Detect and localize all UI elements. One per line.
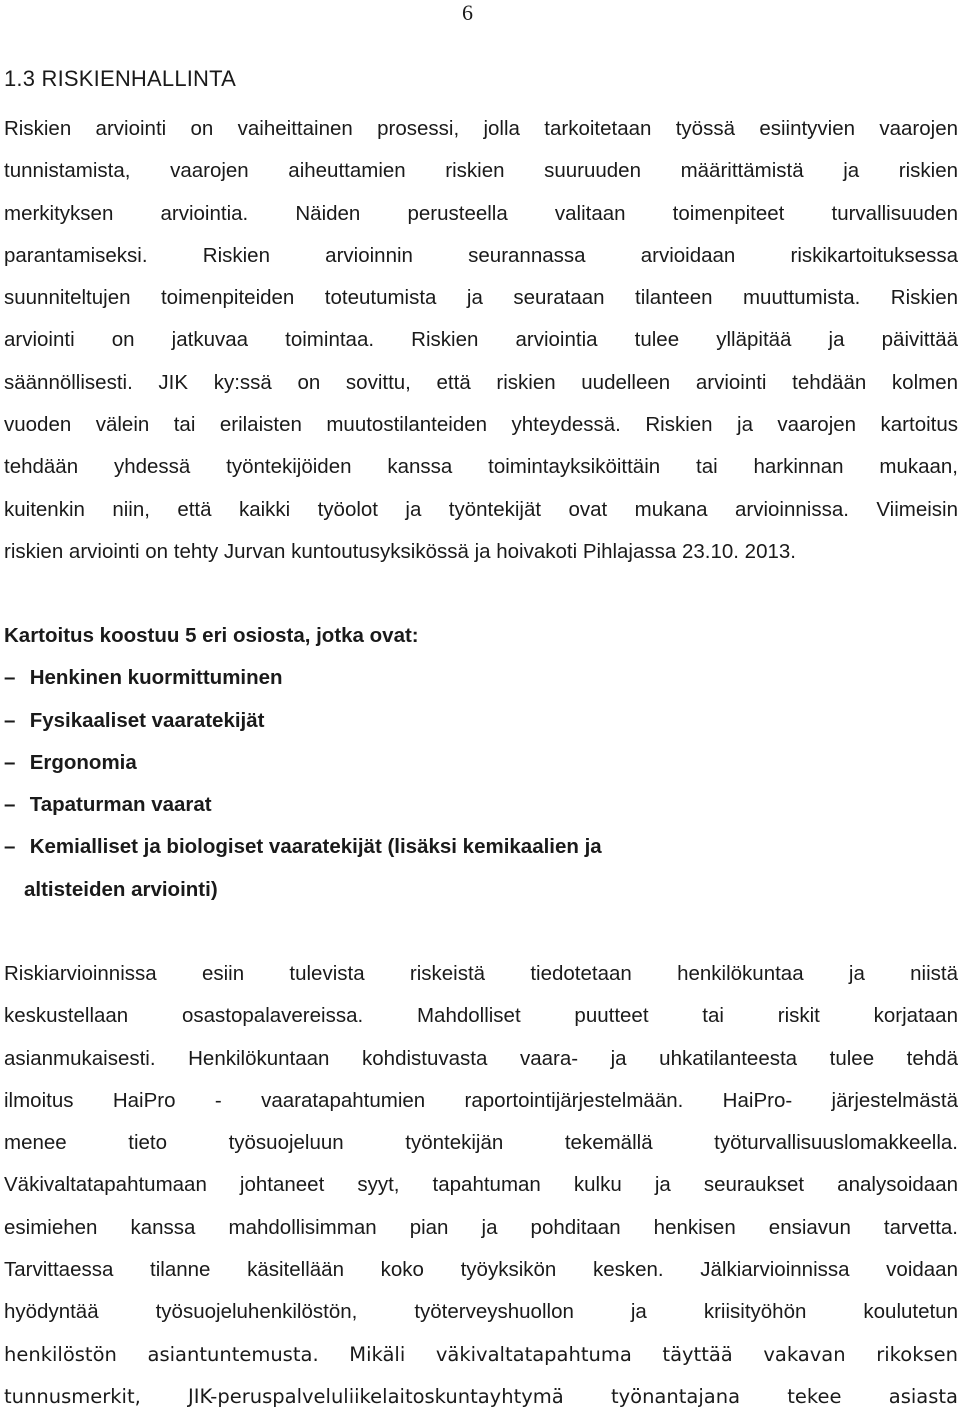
text-line: tunnistamista, vaarojen aiheuttamien riskien suuruuden määrittämistä ja riskien — [4, 159, 958, 183]
text-line: Riskiarvioinnissa esiin tulevista riskeistä tiedotetaan henkilökuntaa ja niistä — [4, 962, 958, 985]
text-line: arviointi on jatkuvaa toimintaa. Riskien arviointia tulee ylläpitää ja päivittää — [4, 328, 958, 352]
list-item — [4, 742, 958, 784]
text-line: Tarvittaessa tilanne käsitellään koko työyksikön kesken. Jälkiarvioinnissa voidaan — [4, 1258, 958, 1282]
dash-bullet: – — [4, 708, 16, 732]
text-line: suunniteltujen toimenpiteiden toteutumista ja seurataan tilanteen muuttumista. Riskien — [4, 286, 958, 310]
text-line: menee tieto työsuojeluun työntekijän tekemällä työturvallisuuslomakkeella. — [4, 1131, 958, 1155]
text-line: riskien arviointi on tehty Jurvan kuntoutusyksikössä ja hoivakoti Pihlajassa 23.10. 2013. — [4, 539, 796, 563]
section-heading: 1.3 RISKIENHALLINTA — [4, 66, 237, 91]
text-line: säännöllisesti. JIK ky:ssä on sovittu, että riskien uudelleen arviointi tehdään kolmen — [4, 370, 958, 394]
text-line: esimiehen kanssa mahdollisimman pian ja pohditaan henkisen ensiavun tarvetta. — [4, 1215, 958, 1239]
survey-sections-list — [4, 615, 958, 911]
paragraph-risk-assessment — [4, 108, 958, 573]
text-line: henkilöstön asiantuntemusta. Mikäli väkivaltatapahtuma täyttää vakavan rikoksen — [4, 1342, 958, 1366]
list-item-label: Kemialliset ja biologiset vaaratekijät (lisäksi kemikaalien ja — [29, 835, 602, 859]
list-item — [4, 826, 958, 868]
text-line: tehdään yhdessä työntekijöiden kanssa toimintayksiköittäin tai harkinnan mukaan, — [4, 455, 958, 479]
list-item — [4, 657, 958, 699]
text-line: ilmoitus HaiPro - vaaratapahtumien raportointijärjestelmään. HaiPro- järjestelmästä — [4, 1088, 958, 1112]
text-line: keskustellaan osastopalavereissa. Mahdolliset puutteet tai riskit korjataan — [4, 1004, 958, 1028]
list-item-label: Henkinen kuormittuminen — [29, 666, 283, 690]
text-line: Riskien arviointi on vaiheittainen prosessi, jolla tarkoitetaan työssä esiintyvien vaarojen — [4, 117, 958, 140]
list-item-label: Fysikaaliset vaaratekijät — [29, 708, 265, 732]
text-line: merkityksen arviointia. Näiden perusteella valitaan toimenpiteet turvallisuuden — [4, 201, 958, 225]
list-item-label: Tapaturman vaarat — [29, 793, 212, 817]
list-item-continuation: altisteiden arviointi) — [24, 877, 218, 901]
dash-bullet: – — [4, 835, 16, 859]
dash-bullet: – — [4, 750, 16, 774]
list-item-label: Ergonomia — [29, 750, 137, 774]
list-intro: Kartoitus koostuu 5 eri osiosta, jotka ovat: — [4, 624, 419, 647]
list-item — [4, 700, 958, 742]
text-line: Väkivaltatapahtumaan johtaneet syyt, tapahtuman kulku ja seuraukset analysoidaan — [4, 1173, 958, 1197]
text-line: hyödyntää työsuojeluhenkilöstön, työterveyshuollon ja kriisityöhön koulutetun — [4, 1300, 958, 1324]
text-line: asianmukaisesti. Henkilökuntaan kohdistuvasta vaara- ja uhkatilanteesta tulee tehdä — [4, 1046, 958, 1070]
dash-bullet: – — [4, 666, 16, 690]
text-line: kuitenkin niin, että kaikki työolot ja työntekijät ovat mukana arvioinnissa. Viimeisin — [4, 497, 958, 521]
dash-bullet: – — [4, 793, 16, 817]
text-line: vuoden välein tai erilaisten muutostilanteiden yhteydessä. Riskien ja vaarojen kartoitus — [4, 413, 958, 437]
paragraph-risk-reporting — [4, 953, 958, 1418]
text-line: tunnusmerkit, JIK-peruspalveluliikelaitoskuntayhtymä työnantajana tekee asiasta — [4, 1384, 958, 1408]
page-number: 6 — [462, 0, 473, 25]
list-item — [4, 784, 958, 826]
text-line: parantamiseksi. Riskien arvioinnin seurannassa arvioidaan riskikartoituksessa — [4, 243, 958, 267]
